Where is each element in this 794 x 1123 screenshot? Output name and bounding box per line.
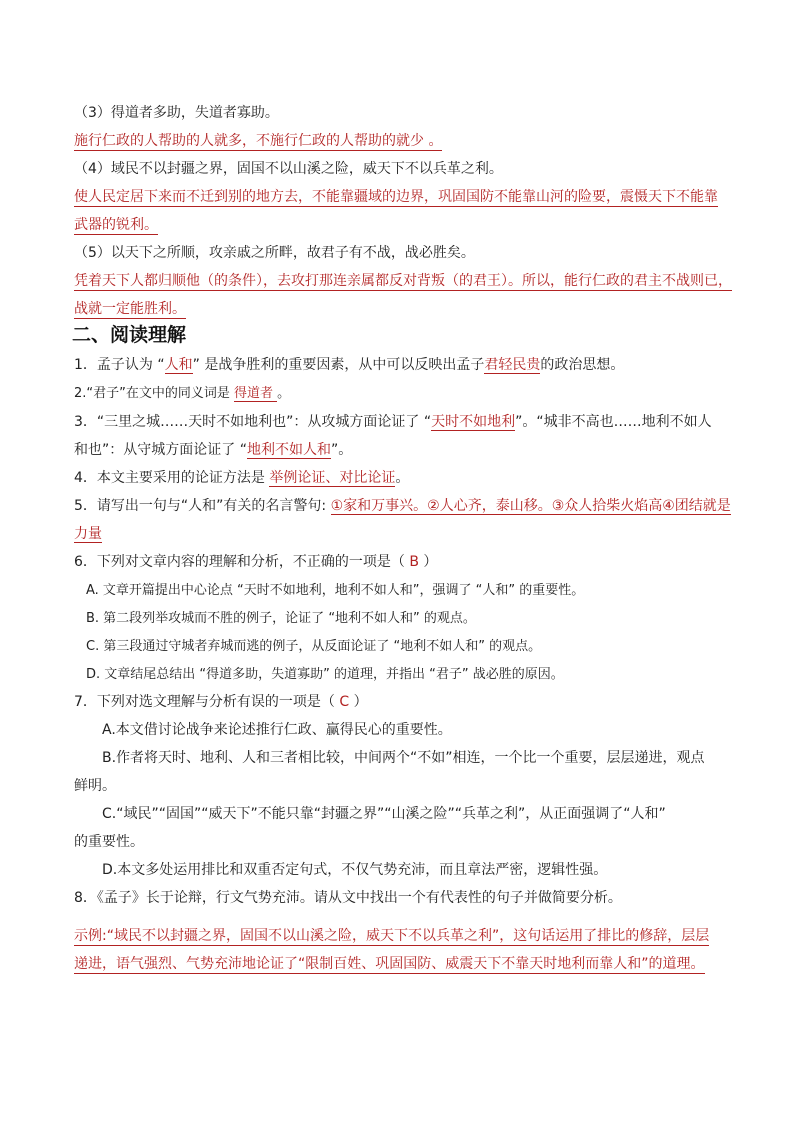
rc-question-7 <box>74 693 368 711</box>
rc-q7-stem: 7．下列对选文理解与分析有误的一项是（ <box>74 694 340 710</box>
rc-q7-stem-end: ） <box>349 694 368 710</box>
rc-q2-answer: 得道者 <box>234 386 278 401</box>
rc-q5-answer-2: 力量 <box>74 526 102 542</box>
rc-q7-option-d: D.本文多处运用排比和双重否定句式，不仅气势充沛，而且章法严密，逻辑性强。 <box>102 862 608 878</box>
rc-q7-option-c-line2: 的重要性。 <box>74 834 144 850</box>
rc-question-4 <box>74 469 409 487</box>
rc-q7-option-a: A.本文借讨论战争来论述推行仁政、赢得民心的重要性。 <box>102 722 452 738</box>
answer-4-text-1: 使人民定居下来而不迁到别的地方去，不能靠疆域的边界，巩固国防不能靠山河的险要，震慑天下不能靠 <box>74 189 718 205</box>
answer-3 <box>74 132 442 150</box>
rc-question-8: 8．《孟子》长于论辩，行文气势充沛。请从文中找出一个有代表性的句子并做简要分析。 <box>74 890 622 906</box>
rc-question-2 <box>74 385 290 403</box>
rc-q1-post: 的政治思想。 <box>540 357 625 373</box>
rc-q7-option-c-line1: C.“域民”“固国”“威天下”不能只靠“封疆之界”“山溪之险”“兵革之利”，从正面强调了“人和” <box>102 806 666 822</box>
rc-q3-line2-post: ”。 <box>330 442 353 458</box>
rc-q8-answer-line2 <box>74 955 705 973</box>
rc-question-3-line2 <box>74 441 352 459</box>
answer-5-line1 <box>74 272 732 290</box>
rc-question-3-line1 <box>74 413 712 431</box>
rc-q3-answer-1: 天时不如地利 <box>431 414 516 430</box>
question-5: （5）以天下之所顺，攻亲戚之所畔，故君子有不战，战必胜矣。 <box>74 245 475 261</box>
rc-q6-option-c: C. 第三段通过守城者弃城而逃的例子，从反面论证了 “地利不如人和” 的观点。 <box>86 639 542 654</box>
rc-q8-answer-line1 <box>74 927 709 945</box>
rc-question-6 <box>74 553 437 571</box>
rc-question-5-line2 <box>74 525 102 543</box>
rc-q8-answer-text-2: 递进，语气强烈、气势充沛地论证了“限制百姓、巩固国防、威震天下不靠天时地利而靠人和”的道理。 <box>74 956 705 972</box>
question-3: （3）得道者多助，失道者寡助。 <box>74 105 279 121</box>
rc-q1-answer-2: 君轻民贵 <box>484 357 541 373</box>
answer-4-line1 <box>74 188 718 206</box>
rc-q1-answer-1: 人和 <box>164 357 193 373</box>
answer-3-text: 施行仁政的人帮助的人就多，不施行仁政的人帮助的就少 。 <box>74 133 443 149</box>
rc-q6-answer: B <box>409 554 419 570</box>
rc-q1-pre: 1．孟子认为 “ <box>74 357 165 373</box>
rc-q7-answer: C <box>339 694 350 710</box>
rc-q4-post: 。 <box>395 470 410 486</box>
rc-question-5-line1 <box>74 497 731 515</box>
rc-q4-pre: 4．本文主要采用的论证方法是 <box>74 470 270 486</box>
rc-q6-stem: 6．下列对文章内容的理解和分析，不正确的一项是（ <box>74 554 410 570</box>
rc-q7-option-b-line2: 鲜明。 <box>74 778 116 794</box>
rc-q2-pre: 2.“君子”在文中的同义词是 <box>74 386 235 401</box>
rc-q1-mid: ” 是战争胜利的重要因素，从中可以反映出孟子 <box>192 357 485 373</box>
answer-4-line2 <box>74 216 158 234</box>
rc-q5-pre: 5．请写出一句与“人和”有关的名言警句: <box>74 498 331 514</box>
rc-question-1 <box>74 356 624 374</box>
rc-q6-option-b: B. 第二段列举攻城而不胜的例子，论证了 “地利不如人和” 的观点。 <box>86 611 476 626</box>
question-4: （4）域民不以封疆之界，固国不以山溪之险，威天下不以兵革之利。 <box>74 161 503 177</box>
section-heading: 二、阅读理解 <box>72 324 187 346</box>
rc-q3-mid: ”。“城非不高也……地利不如人 <box>515 414 712 430</box>
rc-q7-option-b-line1: B.作者将天时、地利、人和三者相比较，中间两个“不如”相连，一个比一个重要，层层递进，观点 <box>102 750 705 766</box>
rc-q8-answer-text-1: 示例:“域民不以封疆之界，固国不以山溪之险，威天下不以兵革之利”，这句话运用了排比的修辞，层层 <box>74 928 710 944</box>
rc-q6-option-a: A. 文章开篇提出中心论点 “天时不如地利，地利不如人和”，强调了 “人和” 的重要性。 <box>86 583 585 598</box>
answer-5-text-2: 战就一定能胜利。 <box>74 301 186 317</box>
answer-5-line2 <box>74 300 186 318</box>
answer-4-text-2: 武器的锐利。 <box>74 217 158 233</box>
rc-q6-stem-end: ） <box>418 554 438 570</box>
rc-q5-answer-1: ①家和万事兴。②人心齐，泰山移。③众人拾柴火焰高④团结就是 <box>330 498 731 514</box>
answer-5-text-1: 凭着天下人都归顺他（的条件），去攻打那连亲属都反对背叛（的君王）。所以，能行仁政的君主不战则已， <box>74 273 732 289</box>
rc-q4-answer: 举例论证、对比论证 <box>269 470 396 486</box>
rc-q3-line2-pre: 和也”：从守城方面论证了 “ <box>74 442 247 458</box>
rc-q3-pre: 3．“三里之城……天时不如地利也”：从攻城方面论证了 “ <box>74 414 432 430</box>
rc-q6-option-d: D. 文章结尾总结出 “得道多助，失道寡助” 的道理，并指出 “君子” 战必胜的原因。 <box>86 667 564 682</box>
rc-q3-answer-2: 地利不如人和 <box>246 442 331 458</box>
rc-q2-post: 。 <box>277 386 291 401</box>
